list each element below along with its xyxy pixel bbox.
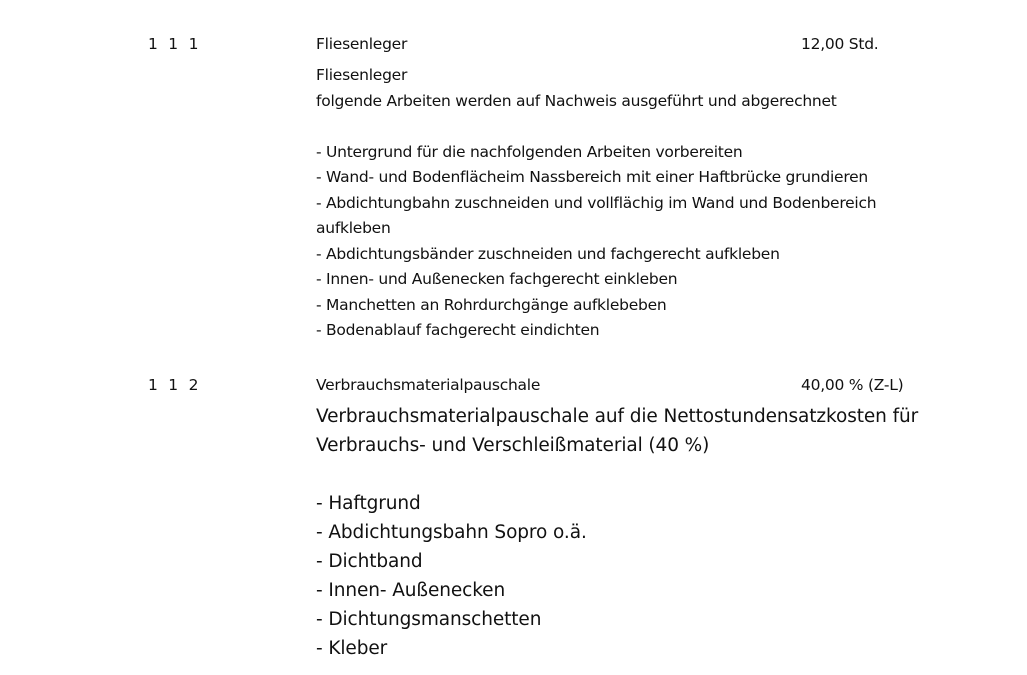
item-title: Fliesenleger bbox=[316, 35, 408, 53]
description-line: - Abdichtungsbahn Sopro o.ä. bbox=[316, 522, 587, 543]
description-line: Fliesenleger bbox=[316, 66, 408, 84]
description-line: Verbrauchs- und Verschleißmaterial (40 %) bbox=[316, 435, 710, 456]
item-title: Verbrauchsmaterialpauschale bbox=[316, 376, 541, 394]
item-description bbox=[316, 402, 918, 663]
description-line: - Manchetten an Rohrdurchgänge aufklebeben bbox=[316, 295, 667, 314]
description-line: - Bodenablauf fachgerecht eindichten bbox=[316, 321, 600, 339]
description-line: - Wand- und Bodenflächeim Nassbereich mit einer Haftbrücke grundieren bbox=[316, 168, 868, 186]
description-line: - Abdichtungsbänder zuschneiden und fachgerecht aufkleben bbox=[316, 244, 780, 263]
description-line: - Dichtband bbox=[316, 551, 423, 572]
description-line bbox=[316, 114, 876, 140]
item-position: 1 1 2 bbox=[148, 376, 199, 394]
description-line: - Haftgrund bbox=[316, 493, 421, 514]
description-line: - Abdichtungbahn zuschneiden und vollflächig im Wand und Bodenbereich bbox=[316, 193, 877, 212]
description-line: - Dichtungsmanschetten bbox=[316, 609, 542, 630]
description-line: Verbrauchsmaterialpauschale auf die Nettostundensatzkosten für bbox=[316, 406, 919, 427]
description-line: folgende Arbeiten werden auf Nachweis ausgeführt und abgerechnet bbox=[316, 91, 837, 110]
item-description bbox=[316, 63, 876, 344]
description-line: - Innen- und Außenecken fachgerecht einkleben bbox=[316, 270, 678, 288]
description-line: aufkleben bbox=[316, 219, 391, 237]
item-quantity: 12,00 Std. bbox=[801, 35, 879, 53]
description-line bbox=[316, 460, 918, 489]
item-position: 1 1 1 bbox=[148, 35, 199, 53]
description-line: - Innen- Außenecken bbox=[316, 580, 506, 601]
description-line: - Untergrund für die nachfolgenden Arbeiten vorbereiten bbox=[316, 142, 743, 161]
description-line: - Kleber bbox=[316, 638, 388, 659]
item-quantity: 40,00 % (Z-L) bbox=[801, 376, 904, 394]
